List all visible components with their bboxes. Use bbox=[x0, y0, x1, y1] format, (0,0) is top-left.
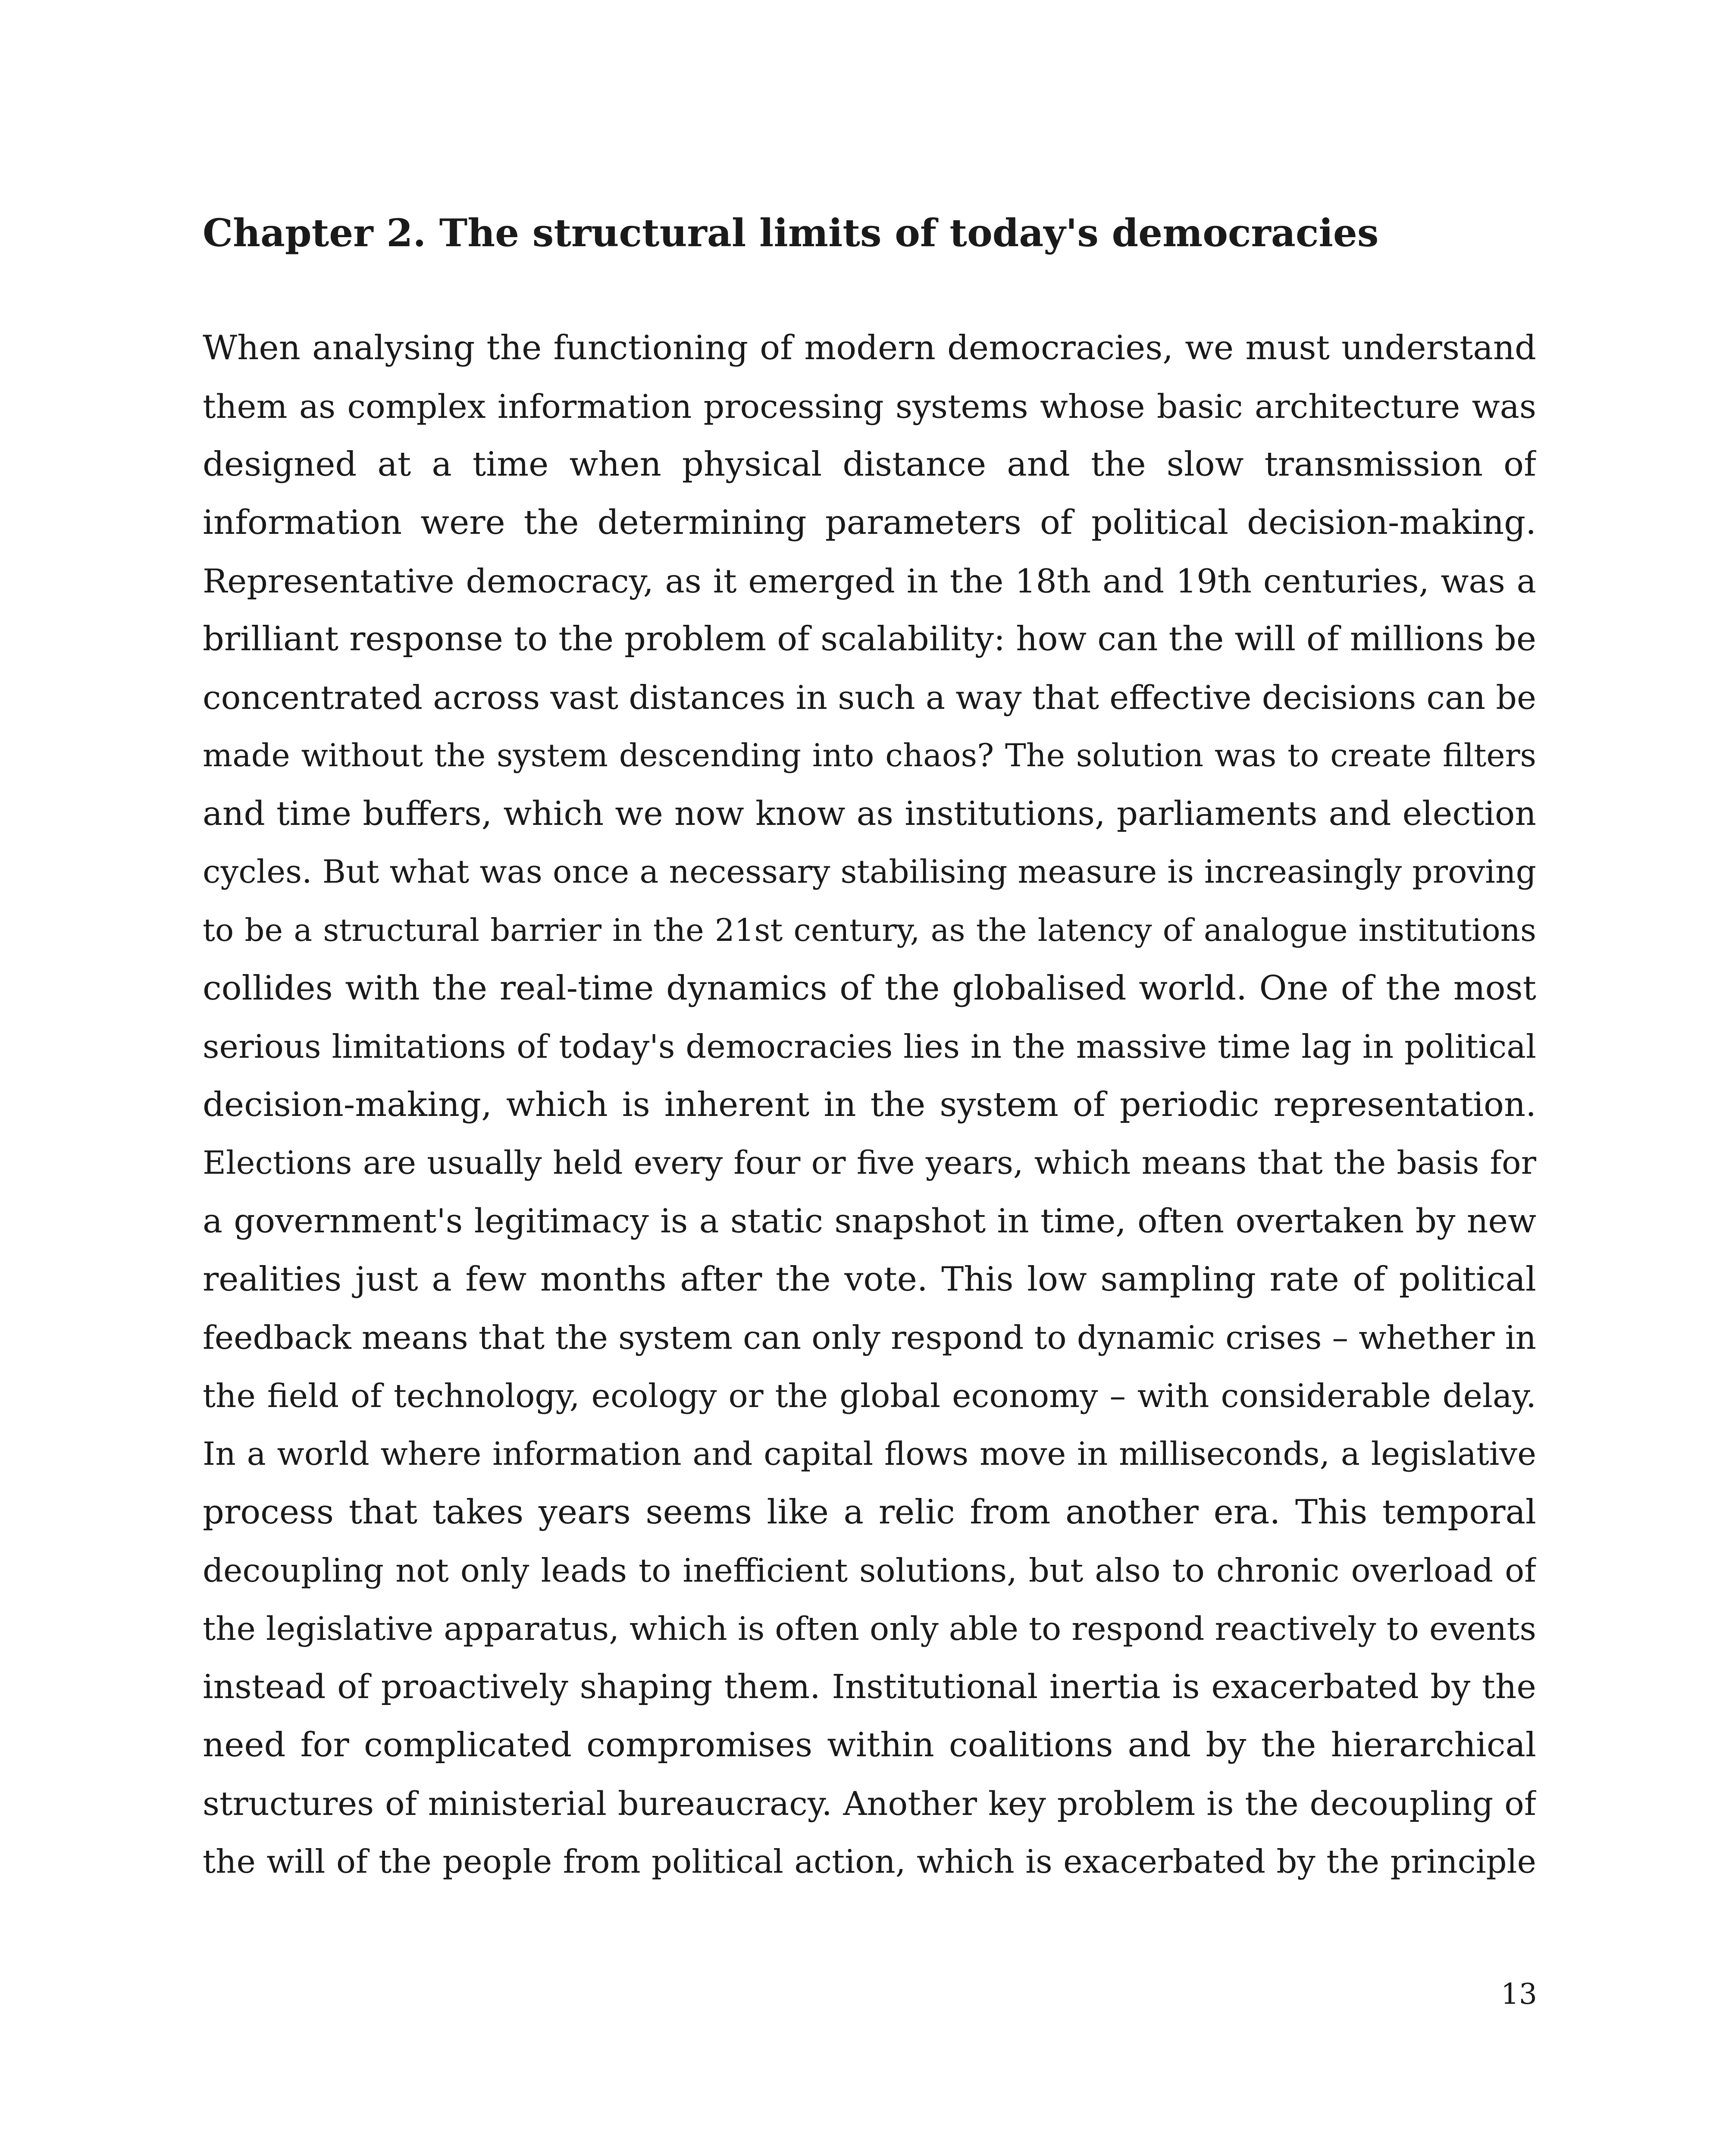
paragraph-line: Representative democracy, as it emerged in the 18th and 19th centuries, was a bbox=[203, 562, 1536, 600]
paragraph-line: decision-making, which is inherent in the system of periodic representation. bbox=[203, 1085, 1536, 1124]
paragraph-line: process that takes years seems like a relic from another era. This temporal bbox=[203, 1493, 1536, 1532]
paragraph-line: realities just a few months after the vote. This low sampling rate of political bbox=[203, 1260, 1536, 1299]
page-number: 13 bbox=[1501, 1977, 1537, 2011]
paragraph-line: In a world where information and capital flows move in milliseconds, a legislative bbox=[203, 1435, 1536, 1473]
paragraph-line: structures of ministerial bureaucracy. Another key problem is the decoupling of bbox=[203, 1784, 1536, 1823]
paragraph-line: When analysing the functioning of modern democracies, we must understand bbox=[203, 329, 1536, 367]
chapter-heading: Chapter 2. The structural limits of today's democracies bbox=[203, 210, 1379, 255]
paragraph-line: the field of technology, ecology or the global economy – with considerable delay. bbox=[203, 1377, 1536, 1415]
paragraph-line: them as complex information processing systems whose basic architecture was bbox=[203, 387, 1536, 426]
paragraph-line: to be a structural barrier in the 21st century, as the latency of analogue institutions bbox=[203, 912, 1536, 948]
paragraph-line: decoupling not only leads to inefficient solutions, but also to chronic overload of bbox=[203, 1551, 1536, 1589]
paragraph-line: feedback means that the system can only respond to dynamic crises – whether in bbox=[203, 1319, 1536, 1357]
paragraph-line: made without the system descending into chaos? The solution was to create filters bbox=[203, 737, 1536, 774]
paragraph-line: Elections are usually held every four or five years, which means that the basis for bbox=[203, 1144, 1536, 1181]
paragraph-line: need for complicated compromises within coalitions and by the hierarchical bbox=[203, 1726, 1536, 1764]
paragraph-line: information were the determining parameters of political decision-making. bbox=[203, 503, 1536, 542]
paragraph-line: and time buffers, which we now know as institutions, parliaments and election bbox=[203, 795, 1536, 833]
paragraph-line: the will of the people from political action, which is exacerbated by the principle bbox=[203, 1843, 1536, 1880]
paragraph-line: cycles. But what was once a necessary stabilising measure is increasingly proving bbox=[203, 853, 1536, 890]
paragraph-line: instead of proactively shaping them. Institutional inertia is exacerbated by the bbox=[203, 1668, 1536, 1706]
paragraph-line: collides with the real-time dynamics of the globalised world. One of the most bbox=[203, 969, 1536, 1008]
paragraph-line: designed at a time when physical distance and the slow transmission of bbox=[203, 445, 1536, 484]
paragraph-line: the legislative apparatus, which is often only able to respond reactively to events bbox=[203, 1610, 1536, 1648]
paragraph-line: a government's legitimacy is a static snapshot in time, often overtaken by new bbox=[203, 1202, 1536, 1241]
paragraph-line: concentrated across vast distances in such a way that effective decisions can be bbox=[203, 678, 1536, 717]
paragraph-line: brilliant response to the problem of scalability: how can the will of millions be bbox=[203, 620, 1536, 658]
body-paragraph bbox=[203, 319, 1536, 1891]
paragraph-line: serious limitations of today's democracies lies in the massive time lag in political bbox=[203, 1028, 1536, 1065]
